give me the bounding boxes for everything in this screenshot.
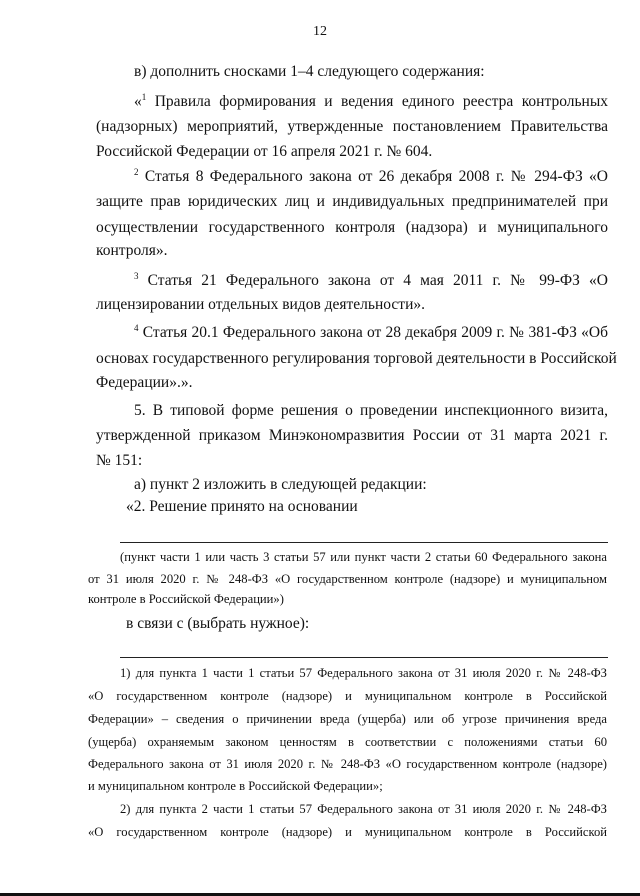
option-1-line-2: «О государственном контроле (надзоре) и муниципальном контроле в Российской [88,689,607,703]
footnote-marker-3: 3 [134,271,139,281]
in-connection-label: в связи с (выбрать нужное): [126,615,310,632]
intro-line: в) дополнить сносками 1–4 следующего содержания: [134,63,485,80]
item-a: а) пункт 2 изложить в следующей редакции: [134,476,427,493]
page-number: 12 [313,24,327,39]
option-1-line-3: Федерации» – сведения о причинении вреда (ущерба) или об угрозе причинения вреда [88,712,607,726]
option-2-line-1: 2) для пункта 2 части 1 статьи 57 Федерального закона от 31 июля 2020 г. № 248-ФЗ [120,802,607,816]
footnote-4-text: Статья 20.1 Федерального закона от 28 декабря 2009 г. № 381-ФЗ «Об [142,324,609,341]
footnote-4-line-2: основах государственного регулирования торговой деятельности в Российской [96,350,617,367]
footnote-4-line-1 [134,323,608,343]
footnote-2-line-2: защите прав юридических лиц и индивидуальных предпринимателей при [96,193,608,210]
option-1-line-5: Федерального закона от 31 июля 2020 г. № 248-ФЗ «О государственном контроле (надзоре) [88,757,607,771]
item-5-line-1: 5. В типовой форме решения о проведении инспекционного визита, [134,402,608,419]
blank-line-1 [120,542,608,543]
footnote-2-line-1 [134,167,608,187]
footnote-1-line-1 [134,92,608,112]
option-2-line-2: «О государственном контроле (надзоре) и муниципальном контроле в Российской [88,825,607,839]
open-quote: « [134,93,142,110]
footnote-marker-4: 4 [134,323,139,333]
footnote-2-text: Статья 8 Федерального закона от 26 декабря 2008 г. № 294-ФЗ «О [144,168,609,185]
item-5-line-3: № 151: [96,452,143,469]
footnote-2-line-4: контроля». [96,242,168,259]
hint-1-line-1: (пункт части 1 или часть 3 статьи 57 или пункт части 2 статьи 60 Федерального закона [120,550,607,564]
option-1-line-6: и муниципальном контроле в Российской Федерации»; [88,779,383,793]
hint-1-line-3: контроле в Российской Федерации») [88,592,284,606]
option-1-line-4: (ущерба) охраняемым законом ценностям в соответствии с положениями статьи 60 [88,735,607,749]
footnote-1-line-2: (надзорных) мероприятий, утвержденные постановлением Правительства [96,118,608,135]
hint-1-line-2: от 31 июля 2020 г. № 248-ФЗ «О государственном контроле (надзоре) и муниципальном [88,572,607,586]
footnote-marker-1: 1 [141,92,147,102]
footnote-1-text: Правила формирования и ведения единого реестра контрольных [154,93,609,110]
quote-start: «2. Решение принято на основании [126,498,358,515]
footnote-1-line-3: Российской Федерации от 16 апреля 2021 г. № 604. [96,143,433,160]
footnote-3-line-2: лицензировании отдельных видов деятельности». [96,296,425,313]
footnote-3-line-1 [134,271,608,291]
option-1-line-1: 1) для пункта 1 части 1 статьи 57 Федерального закона от 31 июля 2020 г. № 248-ФЗ [120,666,607,680]
footnote-4-line-3: Федерации».». [96,374,193,391]
footnote-2-line-3: осуществлении государственного контроля (надзора) и муниципального [96,219,608,236]
footnote-marker-2: 2 [134,167,139,177]
blank-line-2 [120,657,608,658]
item-5-line-2: утвержденной приказом Минэкономразвития России от 31 марта 2021 г. [96,427,608,444]
footnote-3-text: Статья 21 Федерального закона от 4 мая 2011 г. № 99-ФЗ «О [147,272,608,289]
